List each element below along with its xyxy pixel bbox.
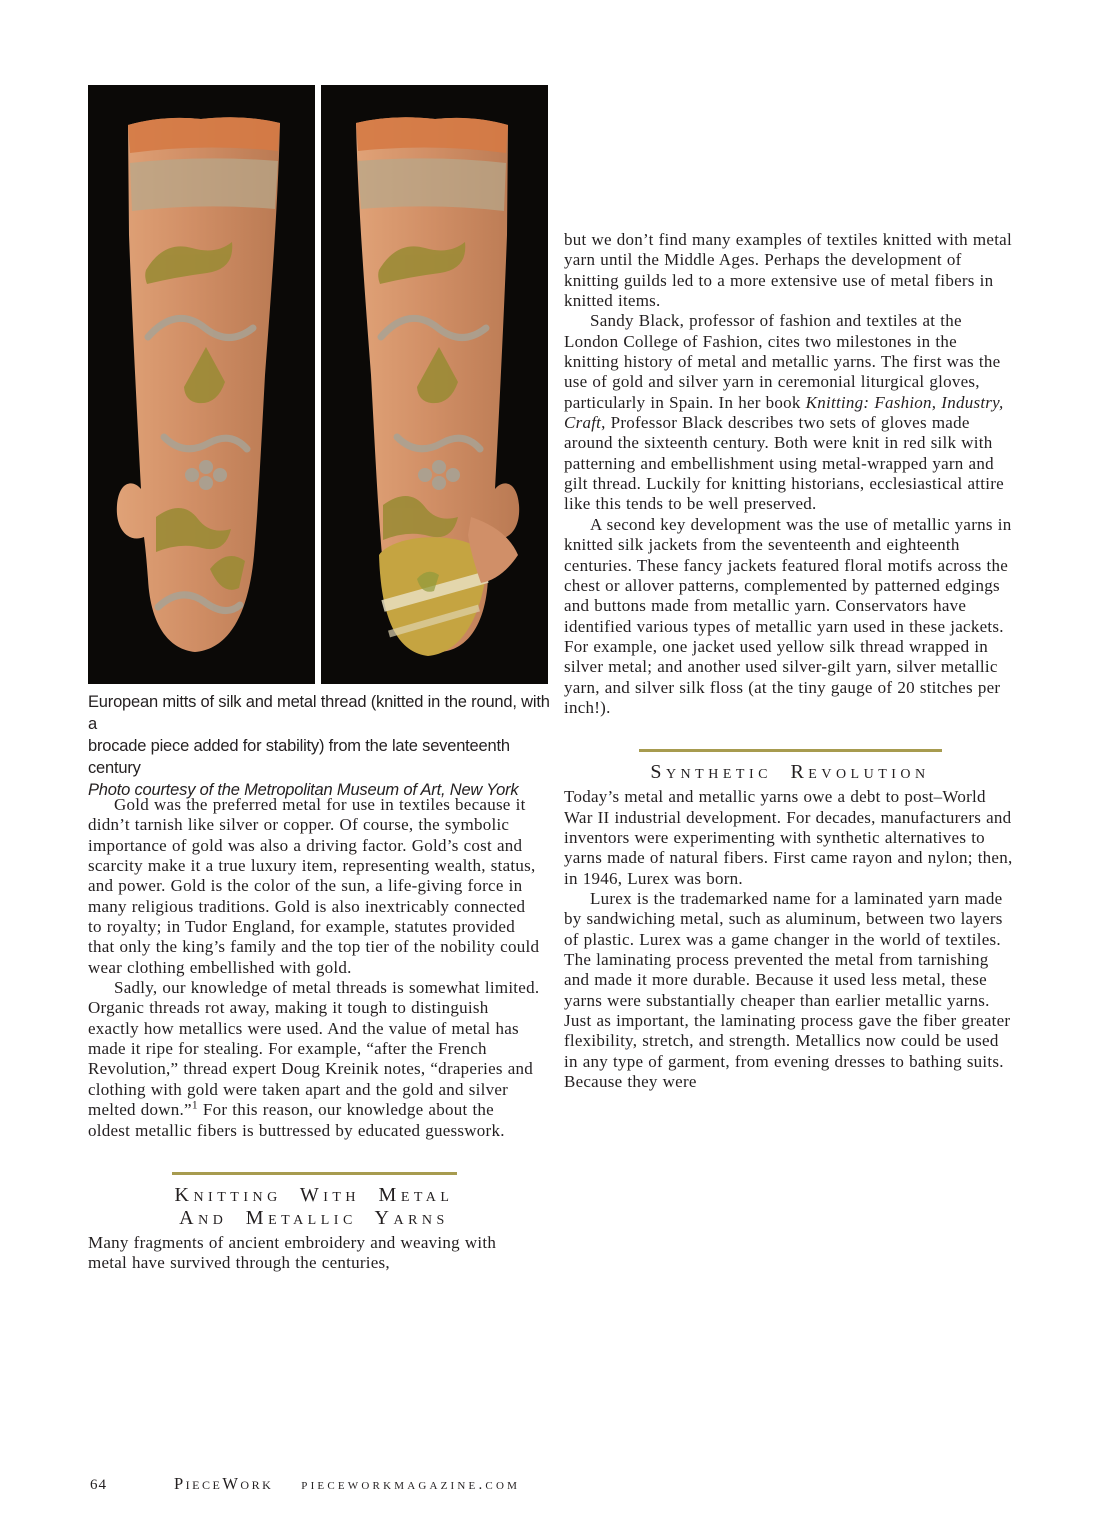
mitts-photo-figure	[88, 85, 548, 684]
paragraph-sandy-black-text: Sandy Black, professor of fashion and textiles at the London College of Fashion, cites two milestones in the knitting history of metal and metallic yarns. The first was the use of gold and silver yarn in ceremonial liturgical gloves, particularly in Spain. In her book	[564, 311, 1001, 412]
gold-rule	[639, 749, 942, 752]
mitt-photo-left-panel	[88, 85, 315, 684]
paragraph-sandy-black-continuation: , Professor Black describes two sets of gloves made around the sixteenth century. Both were knit in red silk with patterning and embellishment using metal-wrapped yarn and gilt thread. Luckily for knitting historians, ecclesiastical attire like this tends to be well preserved.	[564, 413, 1004, 514]
mitt-illustration-left	[88, 85, 315, 684]
paragraph-many-fragments: Many fragments of ancient embroidery and weaving with metal have survived through the centuries,	[88, 1232, 497, 1273]
paragraph-todays-yarns: Today’s metal and metallic yarns owe a debt to post–World War II industrial development. For decades, manufacturers and inventors were experimenting with synthetic alternatives to yarns made of natural fibers. First came rayon and nylon; then, in 1946, Lurex was born.	[564, 787, 1013, 888]
page-footer	[90, 1474, 990, 1494]
section-heading-synthetic-revolution	[564, 749, 1016, 784]
paragraph-knowledge-limited-continuation: For this reason, our knowledge about the oldest metallic fibers is buttressed by educated guesswork.	[88, 1100, 505, 1140]
paragraph-second-development: A second key development was the use of metallic yarns in knitted silk jackets from the seventeenth and eighteenth centuries. These fancy jackets featured floral motifs across the chest or allover patterns, complemented by patterned edgings and buttons made from metallic yarn. Conservators have identified various types of metallic yarn used in these jackets. For example, one jacket used yellow silk thread wrapped in silver metal; and another used silver-gilt yarn, silver metallic yarn, and silver silk floss (at the tiny gauge of 20 stitches per inch!).	[564, 514, 1012, 717]
left-column	[88, 795, 540, 1274]
mitt-illustration-right	[321, 85, 548, 684]
heading-synthetic-revolution: Synthetic Revolution	[650, 761, 930, 784]
section-heading-knitting-with-metal	[88, 1172, 540, 1230]
caption-line-2: brocade piece added for stability) from the late seventeenth century	[88, 737, 510, 777]
caption-line-1: European mitts of silk and metal thread (knitted in the round, with a	[88, 693, 550, 733]
book-title: Knitting: Fashion, Industry, Craft	[564, 392, 1004, 433]
paragraph-knowledge-limited	[88, 978, 540, 1141]
page-number: 64	[90, 1477, 107, 1493]
paragraph-knowledge-limited-text: Sadly, our knowledge of metal threads is somewhat limited. Organic threads rot away, making it tough to distinguish exactly how metallics were used. And the value of metal has made it ripe for stealing. For example, “after the French Revolution,” thread expert Doug Kreinik notes, “draperies and clothing with gold were taken apart and the gold and silver melted down.”	[88, 978, 540, 1120]
paragraph-sandy-black	[564, 311, 1016, 514]
paragraph-lurex: Lurex is the trademarked name for a laminated yarn made by sandwiching metal, such as aluminum, between two layers of plastic. Lurex was a game changer in the world of textiles. The laminating process prevented the metal from tarnishing and made it more durable. Because it used less metal, these yarns were substantially cheaper than earlier metallic yarns. Just as important, the laminating process gave the fiber greater flexibility, stretch, and strength. Metallics now could be used in any type of garment, from evening dresses to bathing suits. Because they were	[564, 888, 1011, 1092]
paragraph-middle-ages: but we don’t find many examples of textiles knitted with metal yarn until the Middle Ages. Perhaps the development of knitting guilds led to a more extensive use of metal fibers in knitted items.	[564, 230, 1012, 311]
paragraph-gold-preferred: Gold was the preferred metal for use in textiles because it didn’t tarnish like silver or copper. Of course, the symbolic importance of gold was also a driving factor. Gold’s cost and scarcity make it a true luxury item, representing wealth, status, and power. Gold is the color of the sun, a life-giving force in many religious traditions. Gold is also inextricably connected to royalty; in Tudor England, for example, statutes provided that only the king’s family and the top tier of the nobility could wear clothing embellished with gold.	[88, 795, 540, 977]
right-column	[564, 230, 1016, 1092]
magazine-website: pieceworkmagazine.com	[301, 1477, 521, 1493]
gold-rule	[172, 1172, 457, 1175]
heading-line-2: And Metallic Yarns	[179, 1206, 449, 1229]
footnote-reference-1: 1	[191, 1098, 198, 1112]
caption-photo-credit: Photo courtesy of the Metropolitan Museum of Art, New York	[88, 781, 519, 799]
magazine-name: PieceWork	[174, 1474, 274, 1493]
mitt-photo-right-panel	[321, 85, 548, 684]
figure-caption	[88, 691, 558, 801]
heading-line-1: Knitting With Metal	[174, 1183, 454, 1206]
